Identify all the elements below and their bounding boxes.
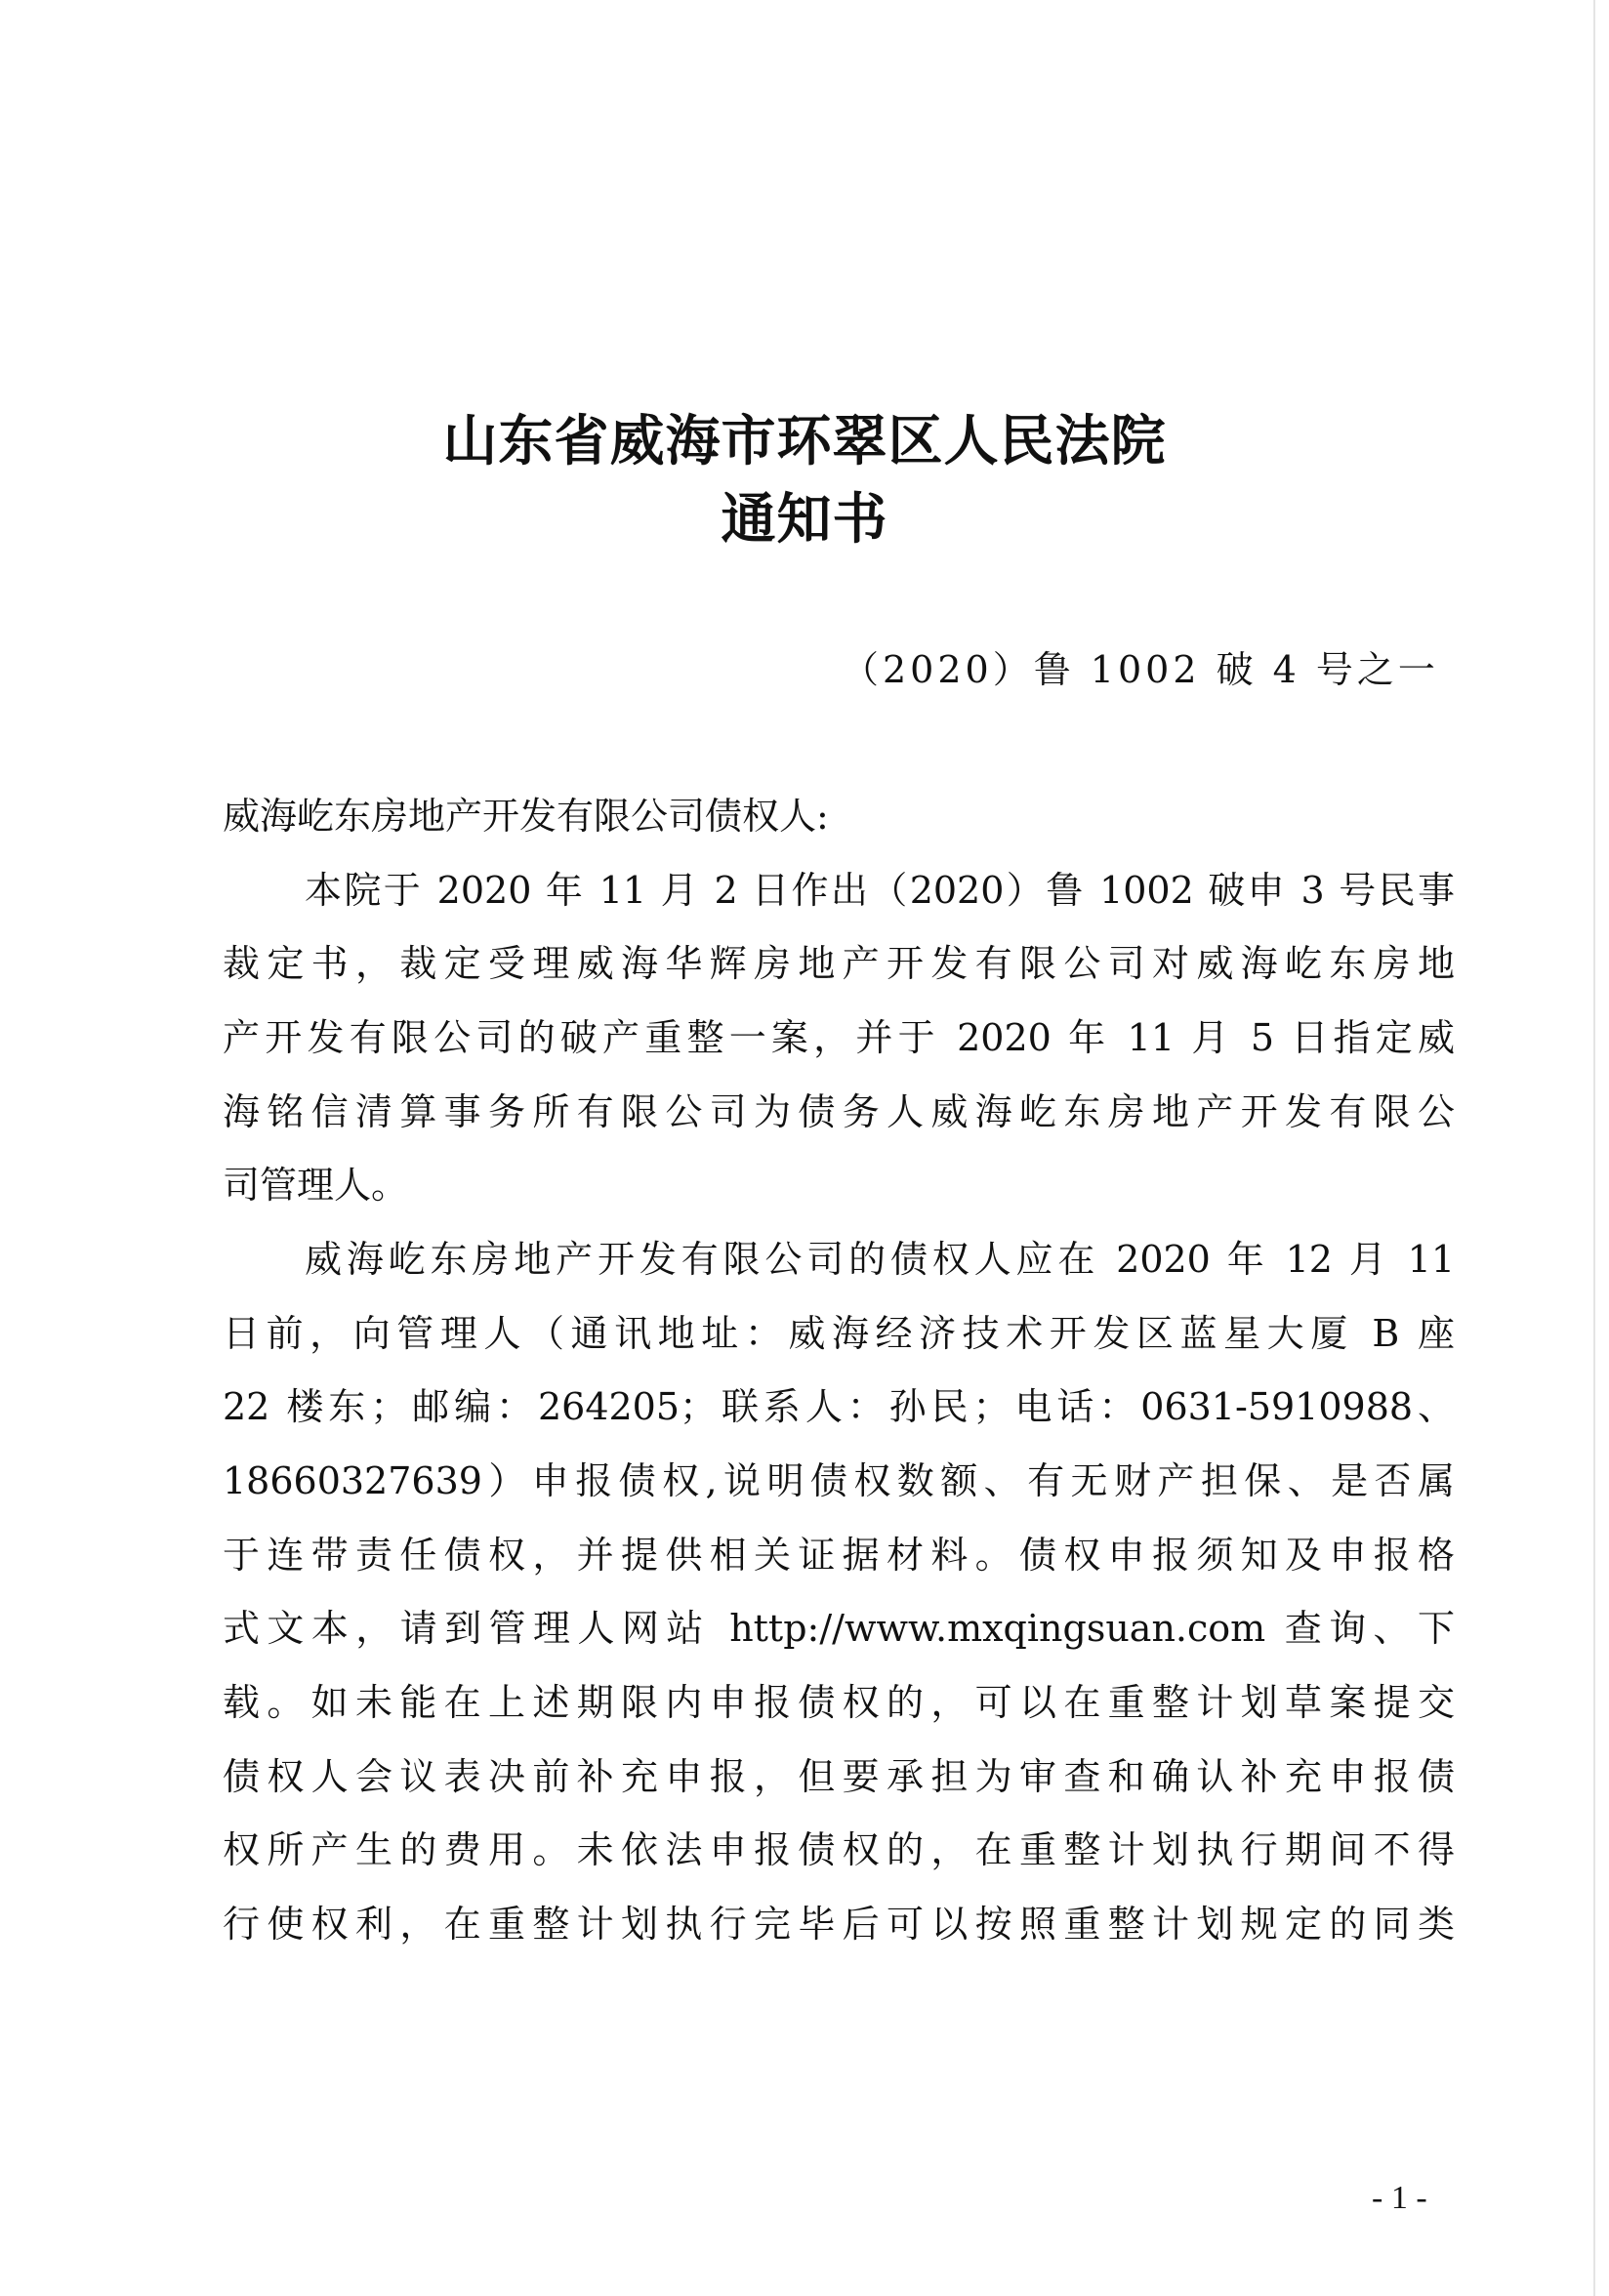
page-number: - 1 -	[1372, 2180, 1427, 2216]
paragraph-line: 司管理人。	[223, 1164, 409, 1207]
paragraph-line: 18660327639）申报债权,说明债权数额、有无财产担保、是否属	[223, 1459, 1455, 1502]
paragraph-line: 22 楼东；邮编：264205；联系人：孙民；电话：0631-5910988、	[223, 1385, 1455, 1428]
case-number: （2020）鲁 1002 破 4 号之一	[842, 648, 1439, 691]
paragraph-line: 海铭信清算事务所有限公司为债务人威海屹东房地产开发有限公	[223, 1090, 1455, 1133]
paragraph-line: 日前，向管理人（通讯地址：威海经济技术开发区蓝星大厦 B 座	[223, 1312, 1455, 1355]
paragraph-line: 威海屹东房地产开发有限公司的债权人应在 2020 年 12 月 11	[305, 1238, 1455, 1281]
paragraph-line: 行使权利，在重整计划执行完毕后可以按照重整计划规定的同类	[223, 1903, 1455, 1946]
salutation: 威海屹东房地产开发有限公司债权人:	[223, 795, 829, 838]
page-edge	[1593, 0, 1595, 2296]
paragraph-line: 本院于 2020 年 11 月 2 日作出（2020）鲁 1002 破申 3 号民事	[305, 869, 1455, 912]
paragraph-line: 于连带责任债权，并提供相关证据材料。债权申报须知及申报格	[223, 1534, 1455, 1577]
paragraph-line: 产开发有限公司的破产重整一案，并于 2020 年 11 月 5 日指定威	[223, 1016, 1455, 1059]
document-title: 通知书	[721, 487, 888, 552]
paragraph-line: 载。如未能在上述期限内申报债权的，可以在重整计划草案提交	[223, 1681, 1455, 1724]
court-title: 山东省威海市环翠区人民法院	[442, 409, 1167, 473]
paragraph-line: 债权人会议表决前补充申报，但要承担为审查和确认补充申报债	[223, 1755, 1455, 1798]
paragraph-line: 权所产生的费用。未依法申报债权的，在重整计划执行期间不得	[223, 1828, 1455, 1871]
paragraph-line: 裁定书，裁定受理威海华辉房地产开发有限公司对威海屹东房地	[223, 942, 1455, 985]
paragraph-line: 式文本，请到管理人网站 http://www.mxqingsuan.com 查询、下	[223, 1607, 1455, 1650]
